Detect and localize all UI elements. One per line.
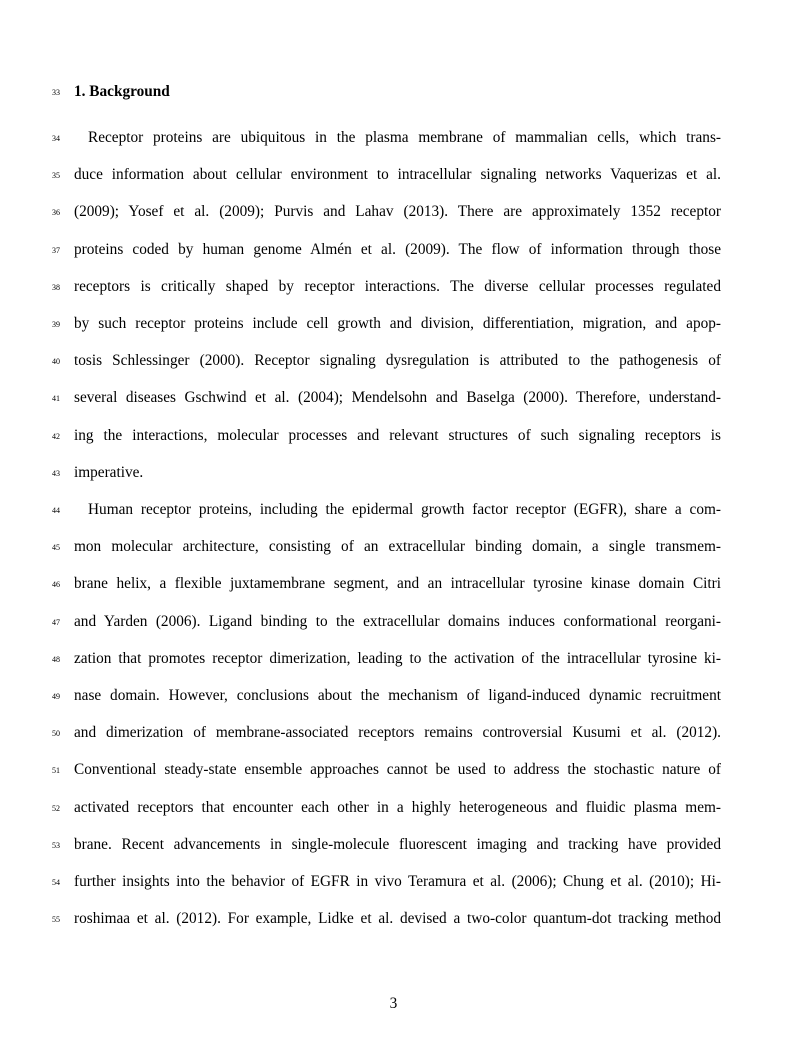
line-number: 48 [52,654,60,664]
line-number: 34 [52,134,60,143]
line-text: tosis Schlessinger (2000). Receptor signaling dysregulation is attributed to the pathogenesis of [74,352,721,370]
line-text: brane. Recent advancements in single-molecule fluorescent imaging and tracking have provided [74,835,721,853]
text-line [0,426,787,446]
text-line [0,165,787,185]
text-line [0,909,787,929]
line-number: 53 [52,840,60,850]
line-number: 54 [52,878,60,887]
page-number: 3 [389,995,398,1012]
line-text: by such receptor proteins include cell growth and division, differentiation, migration, and apop- [74,315,721,332]
line-text: Receptor proteins are ubiquitous in the plasma membrane of mammalian cells, which trans- [88,129,721,146]
line-text: and Yarden (2006). Ligand binding to the extracellular domains induces conformational reorgani- [74,612,721,630]
line-text: imperative. [74,463,144,481]
text-line [0,835,787,855]
line-text: zation that promotes receptor dimerization, leading to the activation of the intracellular tyrosine ki- [74,649,721,667]
line-text: several diseases Gschwind et al. (2004); Mendelsohn and Baselga (2000). Therefore, understand- [74,389,721,407]
line-text: receptors is critically shaped by receptor interactions. The diverse cellular processes regulated [74,277,721,295]
line-text: ing the interactions, molecular processes and relevant structures of such signaling receptors is [74,426,721,444]
text-line [0,240,787,260]
line-number: 51 [52,766,60,776]
line-number: 49 [52,692,60,701]
line-text: roshimaa et al. (2012). For example, Lidke et al. devised a two-color quantum-dot tracking method [74,910,721,928]
text-line [0,202,787,222]
text-line [0,872,787,892]
line-number: 46 [52,580,60,590]
text-line [0,351,787,371]
line-number: 52 [52,803,60,813]
section-heading-line [0,82,787,102]
text-line [0,314,787,334]
line-number: 45 [52,543,60,553]
text-line [0,500,787,520]
line-number: 35 [52,171,60,181]
text-line [0,723,787,743]
line-text: proteins coded by human genome Almén et al. (2009). The flow of information through those [74,240,721,258]
line-number: 39 [52,320,60,329]
line-text: brane helix, a flexible juxtamembrane segment, and an intracellular tyrosine kinase domain Citri [74,575,721,593]
line-text: (2009); Yosef et al. (2009); Purvis and Lahav (2013). There are approximately 1352 receptor [74,203,721,221]
line-text: nase domain. However, conclusions about the mechanism of ligand-induced dynamic recruitment [74,687,721,704]
line-number: 42 [52,431,60,441]
line-text: duce information about cellular environment to intracellular signaling networks Vaquerizas et al. [74,166,721,184]
line-number: 40 [52,357,60,367]
line-number: 37 [52,245,60,255]
line-text: activated receptors that encounter each other in a highly heterogeneous and fluidic plasma mem- [74,798,721,816]
line-text: Conventional steady-state ensemble approaches cannot be used to address the stochastic nature of [74,761,721,779]
text-line [0,612,787,632]
line-number: 55 [52,915,60,925]
line-number: 38 [52,282,60,292]
text-line [0,686,787,706]
text-line [0,798,787,818]
line-text: further insights into the behavior of EGFR in vivo Teramura et al. (2006); Chung et al. (2010); Hi- [74,873,721,890]
text-line [0,388,787,408]
text-line [0,649,787,669]
line-text: mon molecular architecture, consisting of an extracellular binding domain, a single transmem- [74,538,721,556]
text-line [0,463,787,483]
line-text: Human receptor proteins, including the epidermal growth factor receptor (EGFR), share a com- [88,501,721,518]
text-line [0,537,787,557]
line-number: 47 [52,617,60,627]
line-number: 33 [52,88,60,97]
line-number: 41 [52,394,60,404]
section-heading: 1. Background [74,83,170,100]
line-number: 44 [52,506,60,515]
text-line [0,574,787,594]
text-line [0,128,787,148]
text-line [0,760,787,780]
line-number: 36 [52,208,60,218]
line-number: 50 [52,729,60,739]
line-number: 43 [52,468,60,478]
text-line [0,277,787,297]
line-text: and dimerization of membrane-associated receptors remains controversial Kusumi et al. (2012). [74,724,721,742]
